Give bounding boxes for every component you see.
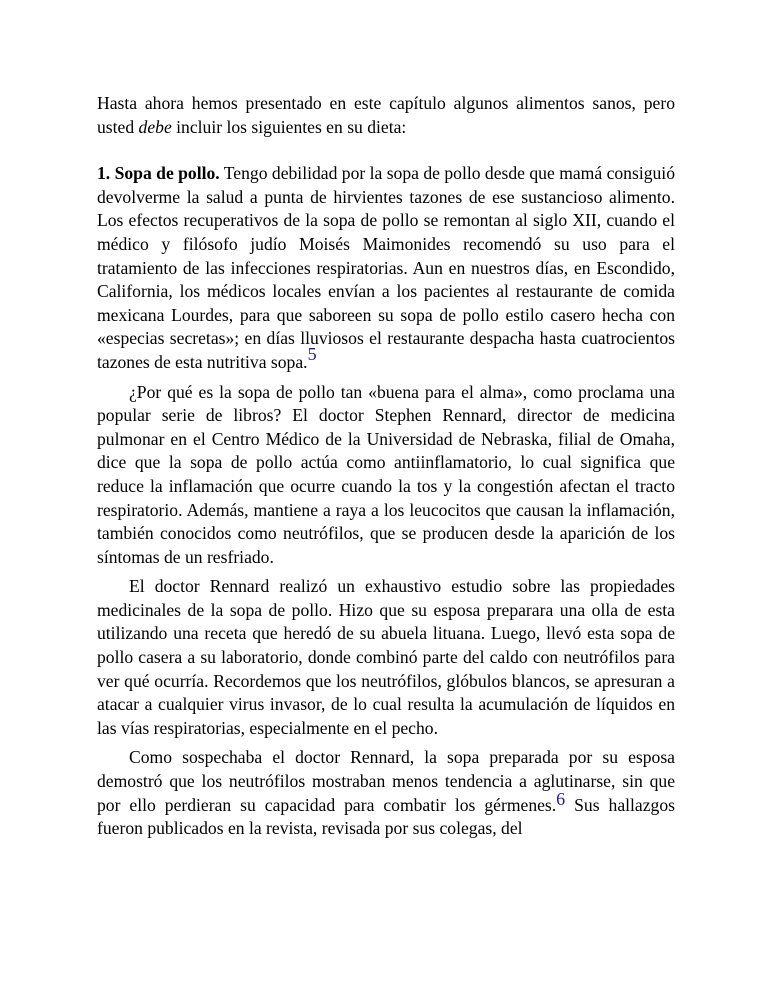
footnote-ref-6[interactable]: 6 <box>556 788 566 809</box>
item-1-paragraph <box>97 162 675 374</box>
book-page <box>97 92 675 841</box>
paragraph-4-text-before: Como sospechaba el doctor Rennard, la sopa preparada por su esposa demostró que los neutrófilos mostraban menos tendencia a aglutinarse, sin que por ello perdieran su capacidad para combatir los gérmenes. <box>97 747 675 815</box>
paragraph-3: El doctor Rennard realizó un exhaustivo estudio sobre las propiedades medicinales de la sopa de pollo. Hizo que su esposa preparara una olla de esta utilizando una receta que heredó de su abuela lituana. Luego, llevó esta sopa de pollo casera a su laboratorio, donde combinó parte del caldo con neutrófilos para ver qué ocurría. Recordemos que los neutrófilos, glóbulos blancos, se apresuran a atacar a cualquier virus invasor, de lo cual resulta la acumulación de líquidos en las vías respiratorias, especialmente en el pecho. <box>97 576 675 738</box>
item-1-heading: 1. Sopa de pollo. <box>97 163 220 184</box>
paragraph-4-text-after: Sus hallazgos fueron publicados en la revista, revisada por sus colegas, del <box>97 794 675 839</box>
footnote-ref-5[interactable]: 5 <box>307 343 317 364</box>
paragraph-2: ¿Por qué es la sopa de pollo tan «buena para el alma», como proclama una popular serie de libros? El doctor Stephen Rennard, director de medicina pulmonar en el Centro Médico de la Universidad de Nebraska, filial de Omaha, dice que la sopa de pollo actúa como antiinflamatorio, lo cual significa que reduce la inflamación que ocurre cuando la tos y la congestión afectan el tracto respiratorio. Además, mantiene a raya a los leucocitos que causan la inflamación, también conocidos como neutrófilos, que se producen desde la aparición de los síntomas de un resfriado. <box>97 381 675 567</box>
intro-text-before: Hasta ahora hemos presentado en este capítulo algunos alimentos sanos, pero usted <box>97 93 675 137</box>
paragraph-4 <box>97 746 675 840</box>
item-1-text: Tengo debilidad por la sopa de pollo desde que mamá consiguió devolverme la salud a punta de hirvientes tazones de ese sustancioso alimento. Los efectos recuperativos de la sopa de pollo se remontan al siglo XII, cuando el médico y filósofo judío Moisés Maimonides recomendó su uso para el tratamiento de las infecciones respiratorias. Aun en nuestros días, en Escondido, California, los médicos locales envían a los pacientes al restaurante de comida mexicana Lourdes, para que saboreen su sopa de pollo estilo casero hecha con «especias secretas»; en días lluviosos el restaurante despacha hasta cuatrocientos tazones de esta nutritiva sopa. <box>97 163 675 372</box>
intro-paragraph <box>97 92 675 139</box>
intro-emphasis: debe <box>138 116 172 137</box>
intro-text-after: incluir los siguientes en su dieta: <box>171 116 407 137</box>
